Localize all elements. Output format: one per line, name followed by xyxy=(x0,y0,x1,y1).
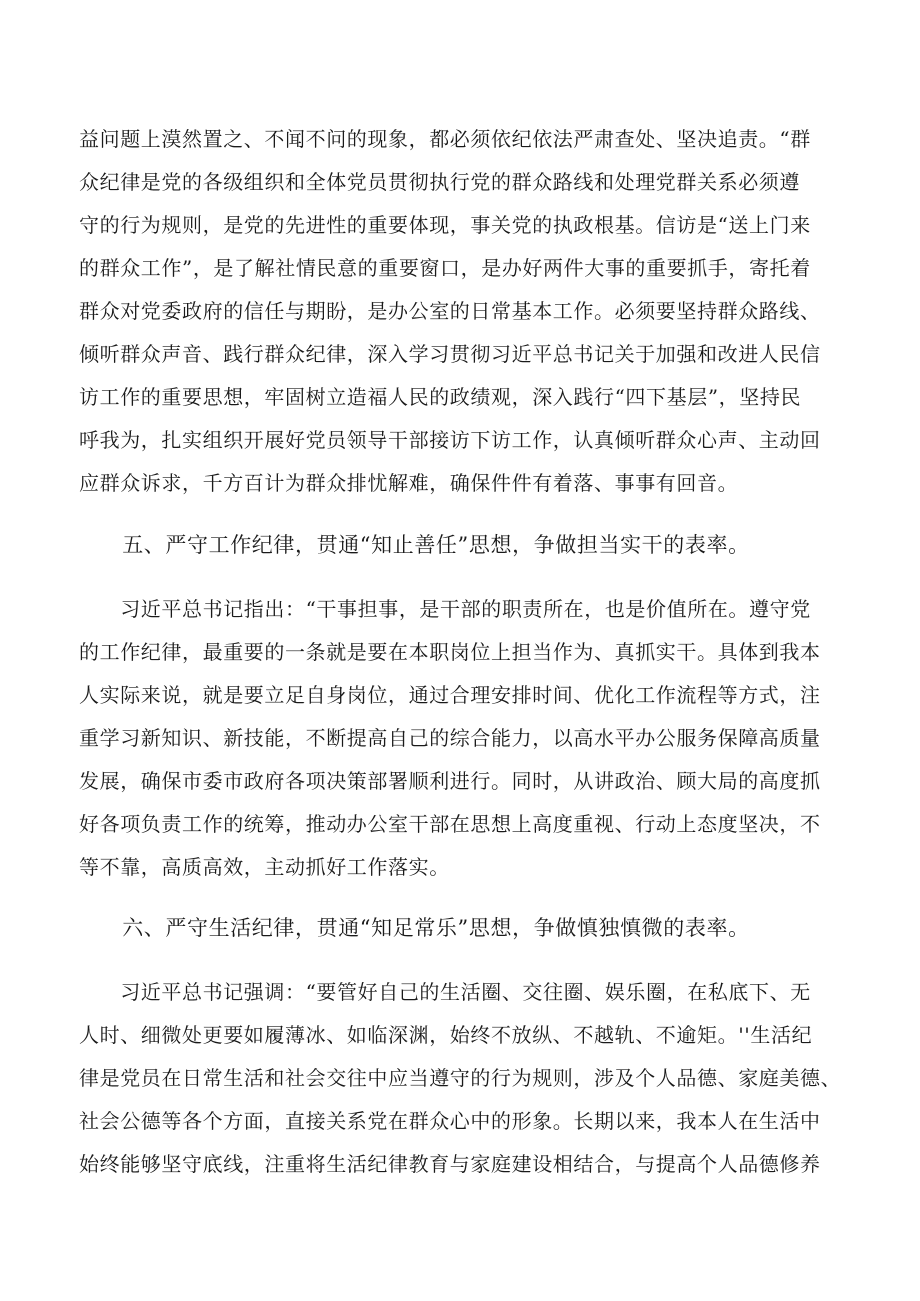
paragraph-line: 等不靠，高质高效，主动抓好工作落实。 xyxy=(79,855,450,879)
section-heading: 五、严守工作纪律，贯通“知止善任”思想，争做担当实干的表率。 xyxy=(79,533,750,557)
paragraph-line: 的工作纪律，最重要的一条就是要在本职岗位上担当作为、真抓实干。具体到我本 xyxy=(79,640,821,664)
paragraph-line: 众纪律是党的各级组织和全体党员贯彻执行党的群众路线和处理党群关系必须遵 xyxy=(79,170,800,194)
paragraph-line: 习近平总书记指出：“干事担事，是干部的职责所在，也是价值所在。遵守党 xyxy=(79,597,811,621)
paragraph-line: 好各项负责工作的统筹，推动办公室干部在思想上高度重视、行动上态度坚决，不 xyxy=(79,812,821,836)
paragraph-line: 习近平总书记强调：“要管好自己的生活圈、交往圈、娱乐圈，在私底下、无 xyxy=(79,980,811,1004)
paragraph-line: 的群众工作”，是了解社情民意的重要窗口，是办好两件大事的重要抓手，寄托着 xyxy=(79,256,811,280)
paragraph-line: 访工作的重要思想，牢固树立造福人民的政绩观，深入践行“四下基层”，坚持民 xyxy=(79,385,802,409)
paragraph-line: 人实际来说，就是要立足自身岗位，通过合理安排时间、优化工作流程等方式，注 xyxy=(79,683,821,707)
paragraph-line: 守的行为规则，是党的先进性的重要体现，事关党的执政根基。信访是“送上门来 xyxy=(79,213,811,237)
section-heading: 六、严守生活纪律，贯通“知足常乐”思想，争做慎独慎微的表率。 xyxy=(79,916,750,940)
paragraph-line: 应群众诉求，千方百计为群众排忧解难，确保件件有着落、事事有回音。 xyxy=(79,471,739,495)
paragraph-line: 律是党员在日常生活和社会交往中应当遵守的行为规则，涉及个人品德、家庭美德、 xyxy=(79,1066,842,1090)
paragraph-line: 社会公德等各个方面，直接关系党在群众心中的形象。长期以来，我本人在生活中 xyxy=(79,1109,821,1133)
paragraph-line: 始终能够坚守底线，注重将生活纪律教育与家庭建设相结合，与提高个人品德修养 xyxy=(79,1152,821,1176)
paragraph-line: 益问题上漠然置之、不闻不问的现象，都必须依纪依法严肃查处、坚决追责。“群 xyxy=(79,127,811,151)
paragraph-line: 人时、细微处更要如履薄冰、如临深渊，始终不放纵、不越轨、不逾矩。''生活纪 xyxy=(79,1023,813,1047)
paragraph-line: 发展，确保市委市政府各项决策部署顺利进行。同时，从讲政治、顾大局的高度抓 xyxy=(79,769,821,793)
paragraph-line: 群众对党委政府的信任与期盼，是办公室的日常基本工作。必须要坚持群众路线、 xyxy=(79,299,821,323)
paragraph-line: 重学习新知识、新技能，不断提高自己的综合能力，以高水平办公服务保障高质量 xyxy=(79,726,821,750)
paragraph-line: 呼我为，扎实组织开展好党员领导干部接访下访工作，认真倾听群众心声、主动回 xyxy=(79,428,821,452)
paragraph-line: 倾听群众声音、践行群众纪律，深入学习贯彻习近平总书记关于加强和改进人民信 xyxy=(79,342,821,366)
